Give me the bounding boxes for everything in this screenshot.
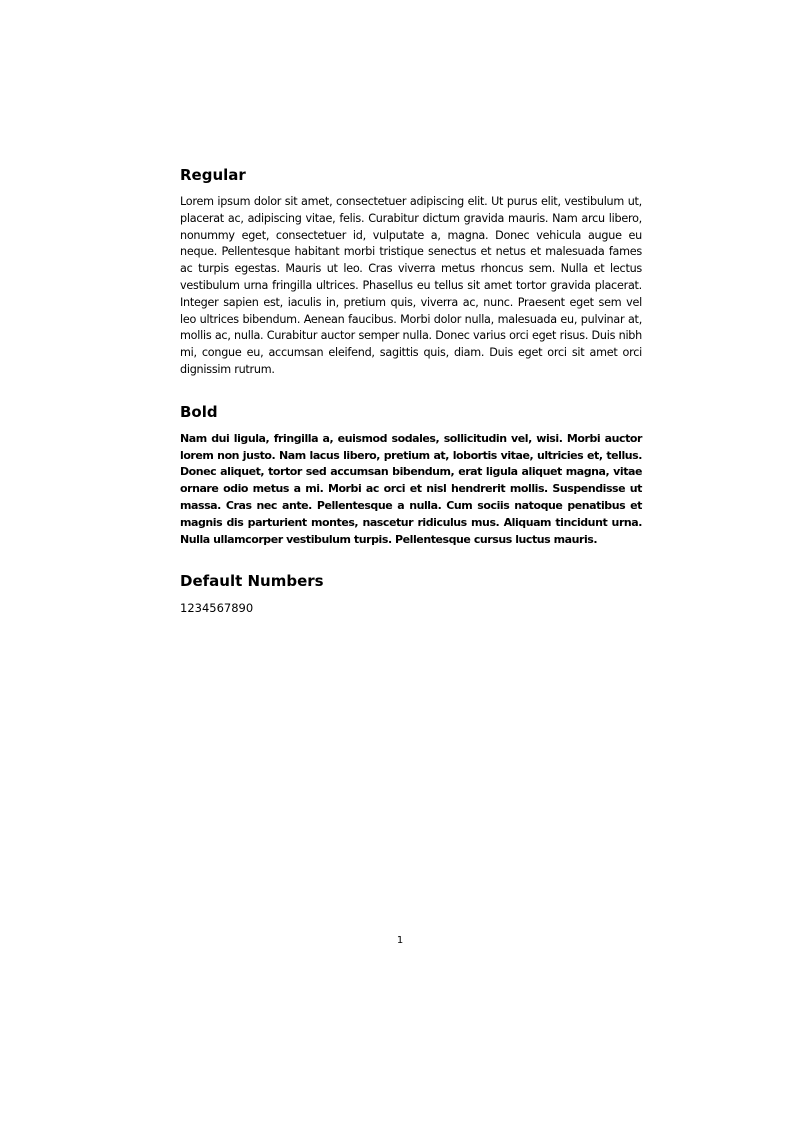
- page-number: 1: [396, 935, 404, 946]
- paragraph-bold: Nam dui ligula, fringilla a, euismod sodales, sollicitudin vel, wisi. Morbi auctor lorem non justo. Nam lacus libero, pretium at, lobortis vitae, ultricies et, tellus. Donec aliquet, tortor sed accumsan bibendum, erat ligula aliquet magna, vitae ornare odio metus a mi. Morbi ac orci et nisl hendrerit mollis. Suspendisse ut massa. Cras nec ante. Pellentesque a nulla. Cum sociis natoque penatibus et magnis dis parturient montes, nascetur ridiculus mus. Aliquam tincidunt urna. Nulla ullamcorper vestibulum turpis. Pellentesque cursus luctus mauris.: [180, 431, 642, 546]
- paragraph-regular: Lorem ipsum dolor sit amet, consectetuer adipiscing elit. Ut purus elit, vestibulum ut, placerat ac, adipiscing vitae, felis. Curabitur dictum gravida mauris. Nam arcu libero, nonummy eget, consectetuer id, vulputate a, magna. Donec vehicula augue eu neque. Pellentesque habitant morbi tristique senectus et netus et malesuada fames ac turpis egestas. Mauris ut leo. Cras viverra metus rhoncus sem. Nulla et lectus vestibulum urna fringilla ultrices. Phasellus eu tellus sit amet tortor gravida placerat. Integer sapien est, iaculis in, pretium quis, viverra ac, nunc. Praesent eget sem vel leo ultrices bibendum. Aenean faucibus. Morbi dolor nulla, malesuada eu, pulvinar at, mollis ac, nulla. Curabitur auctor semper nulla. Donec varius orci eget risus. Duis nibh mi, congue eu, accumsan eleifend, sagittis quis, diam. Duis eget orci sit amet orci dignissim rutrum.: [180, 195, 642, 376]
- section-heading-numbers: Default Numbers: [180, 572, 324, 591]
- section-numbers: [180, 570, 642, 616]
- document-body: [180, 164, 642, 638]
- section-heading-regular: Regular: [180, 166, 246, 184]
- section-heading-bold: Bold: [180, 402, 218, 421]
- numbers-sample: 1234567890: [180, 601, 254, 616]
- section-regular: [180, 164, 642, 379]
- section-bold: [180, 401, 642, 549]
